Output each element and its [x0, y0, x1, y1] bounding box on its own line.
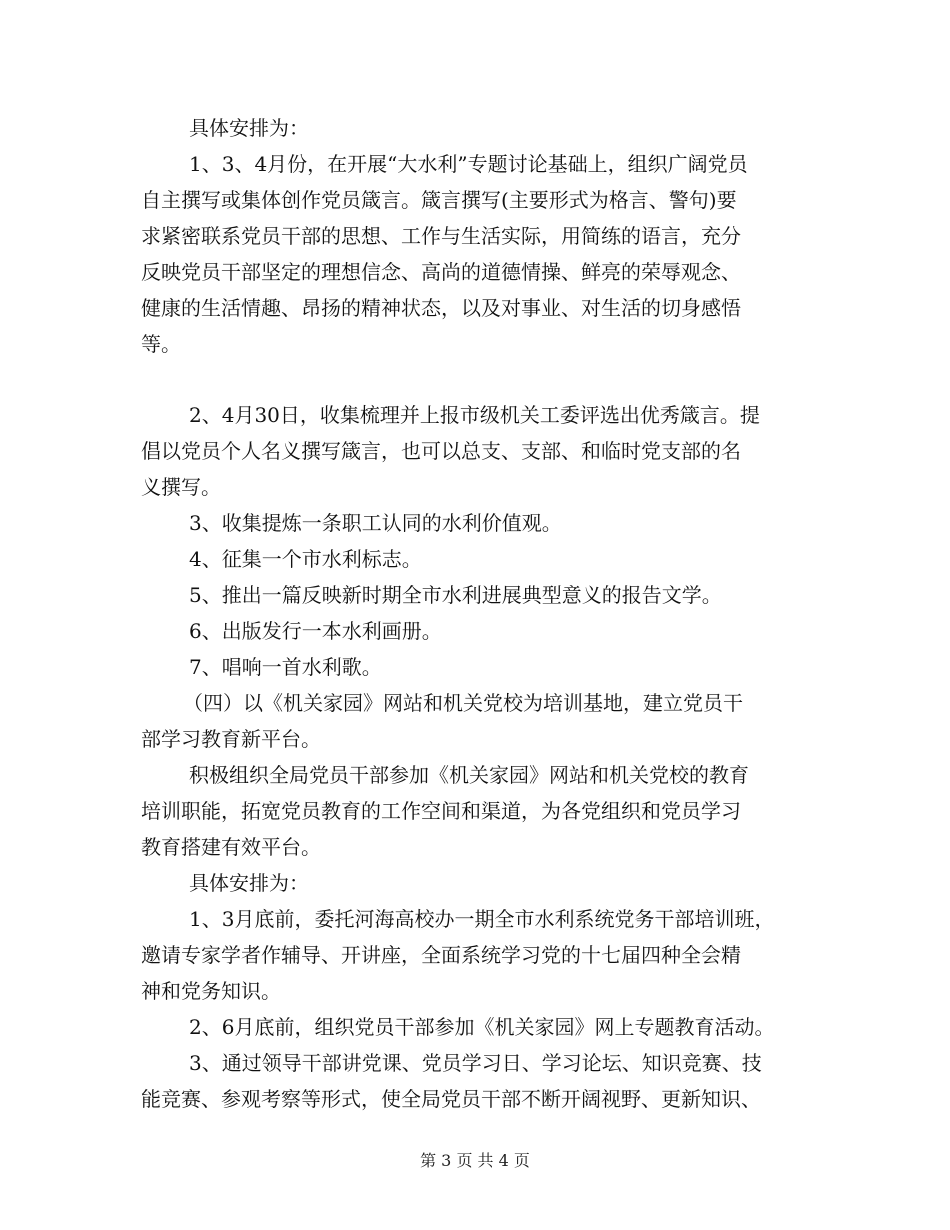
text-line: 教育搭建有效平台。 — [141, 835, 321, 859]
text-line: 1、3月底前，委托河海高校办一期全市水利系统党务干部培训班， — [189, 907, 775, 931]
page-footer: 第 3 页 共 4 页 — [420, 1151, 530, 1170]
text-line: 3、通过领导干部讲党课、党员学习日、学习论坛、知识竞赛、技 — [189, 1051, 762, 1075]
text-line: 3、收集提炼一条职工认同的水利价值观。 — [189, 511, 562, 535]
text-line: 邀请专家学者作辅导、开讲座，全面系统学习党的十七届四种全会精 — [141, 943, 741, 967]
text-line: 2、6月底前，组织党员干部参加《机关家园》网上专题教育活动。 — [189, 1015, 775, 1039]
text-line: 自主撰写或集体创作党员箴言。箴言撰写(主要形式为格言、警句)要 — [141, 188, 737, 212]
text-line: 部学习教育新平台。 — [141, 727, 321, 751]
text-line: 培训职能，拓宽党员教育的工作空间和渠道，为各党组织和党员学习 — [141, 799, 741, 823]
text-line: 倡以党员个人名义撰写箴言，也可以总支、支部、和临时党支部的名 — [141, 439, 741, 463]
text-line: 5、推出一篇反映新时期全市水利进展典型意义的报告文学。 — [189, 583, 722, 607]
text-line: （四）以《机关家园》网站和机关党校为培训基地，建立党员干 — [183, 691, 743, 715]
text-line: 能竞赛、参观考察等形式，使全局党员干部不断开阔视野、更新知识、 — [141, 1087, 761, 1111]
text-line: 健康的生活情趣、昂扬的精神状态，以及对事业、对生活的切身感悟 — [141, 296, 741, 320]
text-line: 积极组织全局党员干部参加《机关家园》网站和机关党校的教育 — [189, 763, 749, 787]
text-line: 神和党务知识。 — [141, 979, 281, 1003]
text-line: 2、4月30日，收集梳理并上报市级机关工委评选出优秀箴言。提 — [189, 403, 760, 427]
text-line: 义撰写。 — [141, 475, 221, 499]
text-line: 1、3、4月份，在开展“大水利”专题讨论基础上，组织广阔党员 — [189, 152, 748, 176]
text-line: 6、出版发行一本水利画册。 — [189, 619, 442, 643]
text-line: 7、唱响一首水利歌。 — [189, 655, 382, 679]
text-line: 具体安排为： — [189, 871, 309, 895]
text-line: 4、征集一个市水利标志。 — [189, 547, 422, 571]
text-line: 反映党员干部坚定的理想信念、高尚的道德情操、鲜亮的荣辱观念、 — [141, 260, 741, 284]
text-line: 具体安排为： — [189, 116, 309, 140]
text-line: 等。 — [141, 332, 181, 356]
text-line: 求紧密联系党员干部的思想、工作与生活实际，用简练的语言，充分 — [141, 224, 741, 248]
